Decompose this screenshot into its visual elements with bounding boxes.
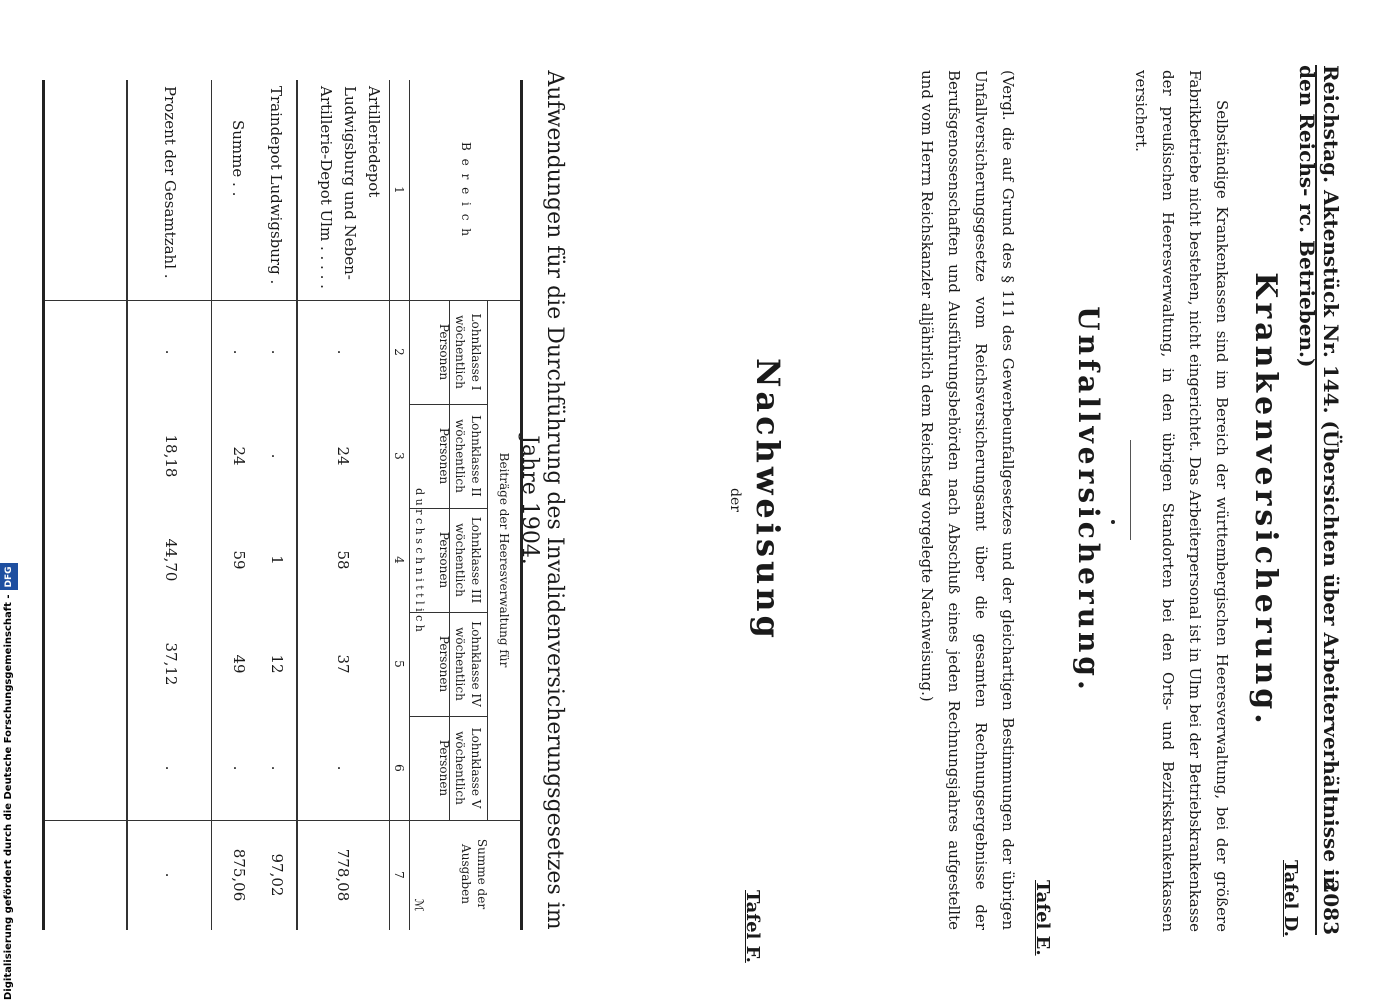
table-cell: 18,18 (162, 434, 180, 478)
table-cell: . (268, 453, 286, 459)
header-durchschnittlich: d u r c h s c h n i t t l i c h (413, 488, 426, 632)
tafel-e-label: Tafel E. (1032, 880, 1053, 956)
table-cell: 49 (230, 654, 248, 674)
page-number: 2083 (1319, 879, 1343, 935)
header-currency: ℳ (412, 898, 426, 912)
page-header (1295, 65, 1347, 935)
table-cell: . (334, 765, 352, 771)
col-number-5: 5 (392, 660, 406, 668)
table-cell: 37,12 (162, 642, 180, 686)
section-title-unfallversicherung: Unfallversicherung. (1072, 306, 1105, 694)
header-lohnklasse-3: Lohnklasse III wöchentlich Personen (437, 516, 483, 604)
header-lohnklasse-2: Lohnklasse II wöchentlich Personen (437, 415, 483, 497)
col-number-7: 7 (392, 871, 406, 879)
table-cell: 37 (334, 654, 352, 674)
table-cell: . (230, 765, 248, 771)
section-title-nachweisung: Nachweisung (749, 358, 787, 642)
col-number-2: 2 (392, 348, 406, 356)
table-cell: 875,06 (230, 848, 248, 902)
table-cell: 24 (334, 446, 352, 466)
row-label-artilleriedepot: Artilleriedepot Ludwigsburg und Neben-Artillerie-Depot Ulm . . . . . (317, 86, 383, 289)
nachweisung-table (42, 80, 523, 930)
table-cell: 12 (268, 654, 286, 674)
col-number-4: 4 (392, 556, 406, 564)
col-number-6: 6 (392, 764, 406, 772)
table-cell: . (162, 872, 180, 878)
dfg-logo: DFG (0, 563, 18, 590)
footer-text: Digitalisierung gefördert durch die Deutsche Forschungsgemeinschaft - (3, 594, 14, 1000)
tafel-d-label: Tafel D. (1280, 860, 1301, 937)
digitization-footer (0, 566, 18, 1000)
table-cell: 58 (334, 550, 352, 570)
row-label-summe: Summe . . (229, 120, 247, 197)
paragraph-krankenversicherung: Selbständige Krankenkassen sind im Bereich der württembergischen Heeresverwaltung, bei der größere Fabrikbetriebe nicht bestehen, nicht eingerichtet. Das Arbeiterpersonal ist in Ulm bei der Betriebskrankenkasse der preußischen Heeresverwaltung, in den übrigen Standorten bei den Orts- und Bezirkskrankenkassen versichert. (1132, 70, 1231, 932)
table-cell: . (268, 765, 286, 771)
row-label-traindepot: Traindepot Ludwigsburg . (267, 86, 285, 285)
table-cell: 1 (268, 555, 286, 565)
table-cell: . (162, 349, 180, 355)
table-subtitle: Aufwendungen für die Durchführung des Invalidenversicherungsgesetzes im Jahre 1904. (517, 70, 567, 930)
paragraph-unfallversicherung: (Vergl. die auf Grund des § 111 des Gewerbeunfallgesetzes und der gleichartigen Bestimmungen der übrigen Unfallversicherungsgesetze vom Reichsversicherungsamt über die gesamten Rechnungsergebnisse der Berufsgenossenschaften und Ausführungsbehörden nach Abschluß eines jeden Rechnungsjahres aufgestellte und vom Herrn Reichskanzler alljährlich dem Reichstag vorgelegte Nachweisung.) (918, 70, 1017, 930)
table-cell: 97,02 (268, 853, 286, 897)
table-cell: . (334, 349, 352, 355)
section-title-krankenversicherung: Krankenversicherung. (1248, 272, 1283, 728)
header-summe: Summe der Ausgaben (459, 838, 489, 910)
header-lohnklasse-5: Lohnklasse V wöchentlich Personen (437, 727, 483, 809)
tafel-f-label: Tafel F. (742, 890, 763, 963)
table-cell: 59 (230, 550, 248, 570)
separator-line (1130, 440, 1131, 540)
subtitle-der: der (727, 488, 743, 512)
document-page (20, 0, 1383, 1000)
table-cell: . (268, 349, 286, 355)
table-cell: . (162, 765, 180, 771)
header-lohnklasse-1: Lohnklasse I wöchentlich Personen (437, 313, 483, 391)
table-cell: 44,70 (162, 538, 180, 582)
table-cell: . (230, 349, 248, 355)
separator-dot (1111, 520, 1115, 524)
col-number-3: 3 (392, 452, 406, 460)
header-title: Reichstag. Aktenstück Nr. 144. (Übersichten über Arbeiterverhältnisse in den Reichs- rc. Betrieben.) (1295, 65, 1343, 892)
row-label-prozent: Prozent der Gesamtzahl . (161, 86, 179, 279)
col-number-1: 1 (392, 186, 406, 194)
table-cell: 778,08 (334, 848, 352, 902)
header-beitraege: Beiträge der Heeresverwaltung für (497, 452, 511, 668)
table-cell: 24 (230, 446, 248, 466)
header-lohnklasse-4: Lohnklasse IV wöchentlich Personen (437, 621, 483, 707)
header-bereich: B e r e i c h (459, 142, 473, 238)
